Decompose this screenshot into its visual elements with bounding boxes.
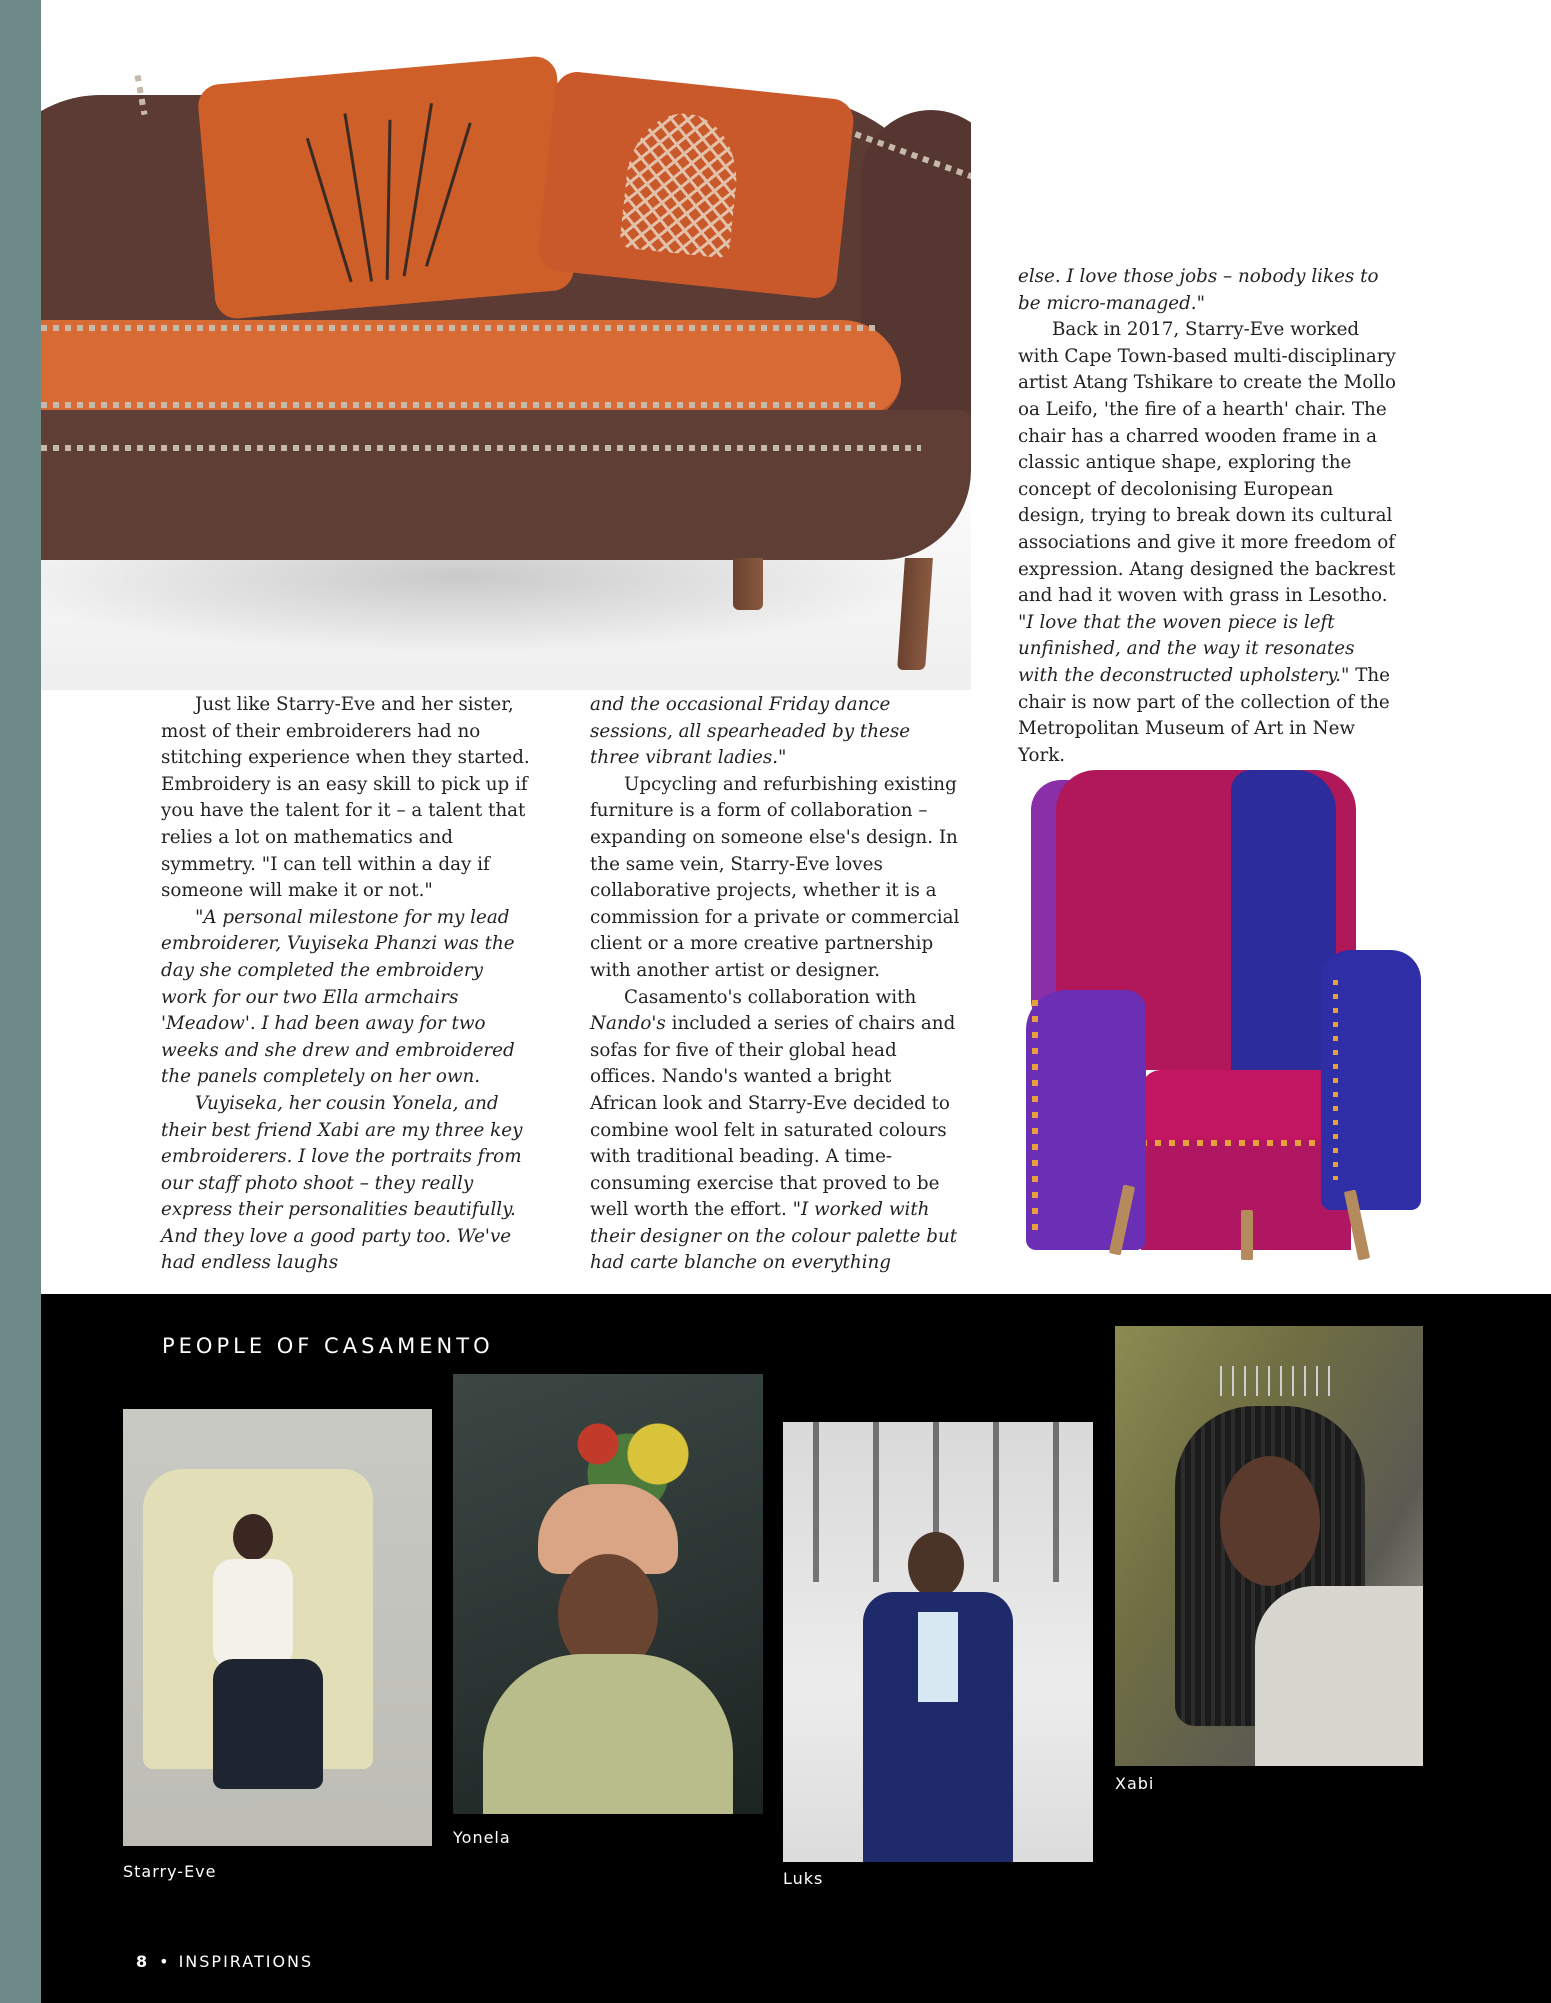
lace-embroidery — [619, 108, 743, 259]
text-run: The chair is now part of the collection of the Metropolitan Museum of Art in New York. — [1018, 664, 1390, 766]
person-skirt — [213, 1659, 323, 1789]
publication-name: INSPIRATIONS — [178, 1952, 314, 1971]
text-run: Back in 2017, Starry-Eve worked with Cape Town-based multi-disciplinary artist Atang Tshikare to create the Mollo oa Leifo, 'the fire of a hearth' chair. The chair has a charred wooden frame in a classic antique shape, exploring the concept of decolonising European design, trying to break down its cultural associations and give it more freedom of expression. Atang designed the backrest and had it woven with grass in Lesotho. — [1018, 319, 1397, 607]
article-column-2 — [590, 692, 960, 1277]
section-title: PEOPLE OF CASAMENTO — [162, 1334, 494, 1358]
grass-embroidery — [343, 113, 373, 281]
portrait-xabi — [1115, 1326, 1423, 1766]
grass-embroidery — [403, 103, 433, 276]
chair-stitch — [1032, 1000, 1038, 1230]
pin-headpiece — [1220, 1366, 1330, 1396]
person-head — [233, 1514, 273, 1560]
article-quote: "I worked with their designer on the colour palette but had carte blanche on everything — [590, 1199, 958, 1274]
footer-separator: • — [159, 1952, 171, 1971]
article-paragraph: Upcycling and refurbishing existing furniture is a form of collaboration – expanding on someone else's design. In the same vein, Starry-Eve loves collaborative projects, whether it is a commission for a private or commercial client or a more creative partnership with another artist or designer. — [590, 773, 960, 981]
sofa-photo — [41, 0, 971, 690]
chair-stitch — [1141, 1140, 1351, 1146]
armchair-photo — [991, 740, 1521, 1280]
article-quote: else. I love those jobs – nobody likes to be micro-managed." — [1018, 266, 1379, 314]
portrait-caption: Luks — [783, 1869, 824, 1888]
brand-name: Nando's — [590, 1013, 666, 1035]
grass-embroidery — [425, 122, 472, 266]
grass-embroidery — [386, 120, 392, 280]
article-column-3 — [1018, 264, 1398, 769]
page-number: 8 — [136, 1952, 148, 1971]
chair-arm-right — [1321, 950, 1421, 1210]
text-run: included a series of chairs and sofas for five of their global head offices. Nando's wanted a bright African look and Starry-Eve decided to combine wool felt in saturated colours with traditional beading. A time-consuming exercise that proved to be well worth the effort. — [590, 1013, 956, 1221]
orange-pillow-lace — [536, 70, 855, 300]
grass-embroidery — [306, 138, 353, 282]
article-paragraph — [1018, 317, 1398, 769]
sofa-leg — [733, 558, 763, 610]
article-quote: "A personal milestone for my lead embroiderer, Vuyiseka Phanzi was the day she completed the embroidery work for our two Ella armchairs 'Meadow'. I had been away for two weeks and she drew and embroidered the panels completely on her own. — [161, 906, 515, 1088]
portrait-caption: Xabi — [1115, 1774, 1155, 1793]
article-quote: and the occasional Friday dance sessions, all spearheaded by these three vibrant ladies." — [590, 694, 911, 769]
green-shawl — [483, 1654, 733, 1814]
portrait-luks — [783, 1422, 1093, 1862]
article-paragraph: Just like Starry-Eve and her sister, most of their embroiderers had no stitching experience when they started. Embroidery is an easy skill to pick up if you have the talent for it – a talent that relies a lot on mathematics and symmetry. "I can tell within a day if someone will make it or not." — [161, 694, 530, 902]
side-color-band — [0, 0, 41, 2003]
sofa-stitch — [41, 402, 881, 408]
person-shirt — [918, 1612, 958, 1702]
sofa-stitch — [41, 325, 881, 331]
page-footer — [136, 1952, 313, 1971]
article-quote: Vuyiseka, her cousin Yonela, and their best friend Xabi are my three key embroiderers. I love the portraits from our staff photo shoot – they really express their personalities beautifully. And they love a good party too. We've had endless laughs — [161, 1092, 523, 1274]
people-section — [41, 1294, 1551, 2003]
chair-stitch — [1333, 980, 1338, 1180]
text-run: Casamento's collaboration with — [624, 986, 917, 1008]
article-column-1 — [161, 692, 531, 1277]
portrait-yonela — [453, 1374, 763, 1814]
portrait-starry-eve — [123, 1409, 432, 1846]
person-face — [1220, 1456, 1320, 1586]
article-paragraph — [590, 985, 960, 1278]
sofa-stitch — [41, 445, 921, 451]
sofa-base — [41, 410, 971, 560]
person-shirt — [213, 1559, 293, 1669]
person-head — [908, 1532, 964, 1598]
article-quote: "I love that the woven piece is left unfinished, and the way it resonates with the deconstructed upholstery." — [1018, 611, 1355, 686]
magazine-page — [41, 0, 1551, 2003]
orange-pillow-grass — [196, 55, 575, 320]
white-collar — [1255, 1586, 1423, 1766]
chair-leg — [1241, 1210, 1253, 1260]
portrait-caption: Starry-Eve — [123, 1862, 217, 1881]
chair-seat — [1141, 1070, 1351, 1145]
portrait-caption: Yonela — [453, 1828, 511, 1847]
